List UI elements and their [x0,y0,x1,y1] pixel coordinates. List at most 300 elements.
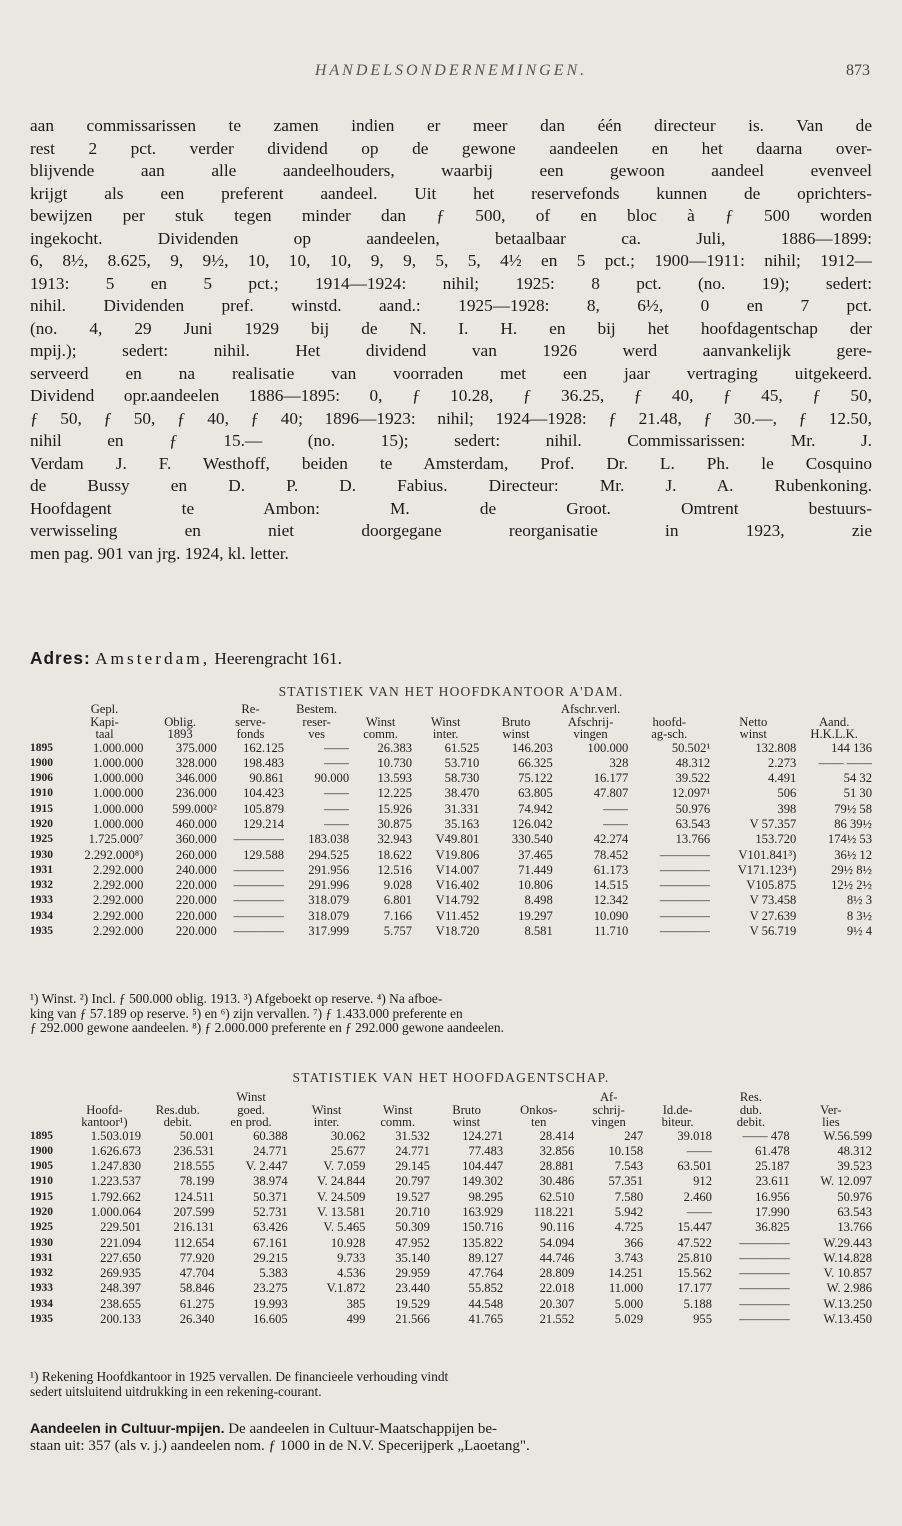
table-cell: V. 24.509 [317,1189,366,1204]
table-cell: ———— [233,832,285,847]
table-cell: 31.331 [444,801,480,816]
table-cell: 126.042 [511,816,553,831]
body-line: bewijzen per stuk tegen minder dan ƒ 500, of en bloc à ƒ 500 worden [30,206,872,225]
table-cell: 53.710 [444,755,480,770]
column-header: en prod. [230,1115,272,1129]
table-cell: 63.543 [675,816,711,831]
table2-notes [30,1370,872,1399]
table-cell: 4.725 [614,1220,644,1235]
column-header: comm. [380,1115,415,1129]
table-cell: —— [323,801,350,816]
table-cell: —— 478 [742,1128,790,1143]
year-cell: 1930 [30,1236,53,1249]
table-cell: V171.123⁴) [737,862,797,877]
table-cell: V14.007 [435,862,480,877]
table-cell: 318.079 [308,893,350,908]
year-cell: 1931 [30,1251,53,1264]
table-cell: —— [686,1204,712,1219]
table-cell: 294.525 [308,847,350,862]
table-cell: 366 [624,1235,644,1250]
table-cell: 62.510 [539,1189,575,1204]
table-cell: 144 136 [831,740,872,755]
table-cell: 9½ 4 [846,924,872,939]
column-header: Res.dub. [155,1102,200,1117]
table-cell: 57.351 [608,1174,644,1189]
table-cell: 1.223.537 [90,1174,142,1189]
table-cell: ———— [739,1250,790,1265]
table-cell: 21.566 [395,1312,430,1327]
column-header: Bestem. [296,702,338,716]
table-cell: 2.292.000⁸) [84,847,144,862]
table-cell: 220.000 [175,878,217,893]
table-header-row [30,703,872,716]
table-cell: 221.094 [100,1235,142,1250]
table-cell: V. 7.059 [323,1159,366,1174]
table-cell: 77.483 [468,1143,504,1158]
column-header [30,728,66,741]
table-cell: 90.116 [540,1220,575,1235]
table-cell: 31.532 [395,1128,430,1143]
table-cell: 63.543 [837,1204,872,1219]
table-cell: 1.000.000 [93,816,144,831]
table-row [30,1297,872,1312]
table-cell: 183.038 [308,832,350,847]
running-head: HANDELSONDERNEMINGEN. [314,62,588,79]
table-cell: 8.581 [524,924,553,939]
table-cell: 16.177 [593,771,629,786]
table-cell: 90.861 [249,771,285,786]
column-header [643,1091,712,1104]
table-cell: V 56.719 [749,924,797,939]
year-cell: 1932 [30,1267,53,1280]
table-cell: 1.000.064 [90,1204,142,1219]
table-cell: 25.677 [330,1143,366,1158]
table-cell: 260.000 [175,847,217,862]
table-cell: 30.062 [330,1128,366,1143]
table-cell: 35.163 [444,816,480,831]
table-cell: W. 2.986 [826,1281,872,1296]
table-cell: 5.029 [614,1312,644,1327]
table-cell: 330.540 [511,832,553,847]
column-header: debit. [163,1115,192,1129]
table-cell: 16.956 [755,1189,790,1204]
table-cell: W.13.250 [823,1296,872,1311]
page-number: 873 [846,62,870,79]
table-cell: 78.199 [179,1174,215,1189]
column-header [430,1091,503,1104]
table-cell: 11.710 [594,924,629,939]
table-cell: 28.414 [539,1128,575,1143]
column-header: Winst [365,714,396,729]
address [30,648,872,669]
column-header [710,703,796,716]
table-cell: W.14.828 [823,1250,872,1265]
table-cell: 98.295 [468,1189,504,1204]
table-cell: 499 [346,1312,366,1327]
year-cell: 1933 [30,1282,53,1295]
table-cell: 1.000.000 [93,801,144,816]
table-cell: 269.935 [100,1266,142,1281]
table-cell: 112.654 [173,1235,215,1250]
table-cell: 32.943 [377,832,413,847]
year-cell: 1900 [30,756,53,769]
table-cell: 61.173 [593,862,629,877]
table-cell: 30.486 [539,1174,575,1189]
table-cell: 135.822 [462,1235,504,1250]
table-cell: V19.806 [435,847,480,862]
table-cell: 317.999 [308,924,350,939]
table-cell: 16.605 [253,1312,288,1327]
column-header: goed. [237,1102,265,1117]
table-cell: 15.926 [377,801,413,816]
table-header-row [30,728,872,741]
table-cell: 14.251 [608,1266,644,1281]
table-cell: 220.000 [175,893,217,908]
table-cell: 1.000.000 [93,771,144,786]
table-cell: 5.000 [614,1296,644,1311]
table-cell: 238.655 [100,1296,142,1311]
column-header: Afschrij- [567,714,614,729]
year-cell: 1930 [30,848,53,861]
table-cell: 1.792.662 [90,1189,142,1204]
table-cell: 10.806 [518,878,553,893]
column-header: winst [452,1115,481,1129]
table-cell: 955 [693,1312,712,1327]
table-cell: 328.000 [175,755,217,770]
column-header: Af- [599,1090,618,1104]
body-line: Dividend opr.aandeelen 1886—1895: 0, ƒ 10.28, ƒ 36.25, ƒ 40, ƒ 45, ƒ 50, [30,386,872,405]
table-row [30,1159,872,1174]
column-header: Kapi- [90,714,119,729]
table-cell: 318.079 [308,908,350,923]
table-cell: 23.611 [755,1174,790,1189]
column-header: Aand. [818,714,850,729]
column-header: 1893 [167,727,193,741]
table-cell: 41.765 [468,1312,504,1327]
table-cell: V 73.458 [749,893,797,908]
body-line: krijgt als een preferent aandeel. Uit het reservefonds kunnen de oprichters- [30,183,872,203]
table-row [30,863,872,878]
table-cell: 39.018 [677,1128,712,1143]
table-cell: 22.018 [539,1281,575,1296]
table-cell: 19.527 [395,1189,430,1204]
table-cell: ———— [659,908,711,923]
column-header [143,703,216,716]
table-cell: 1.503.019 [90,1128,142,1143]
table-cell: 1.000.000 [93,740,144,755]
body-line: ƒ 50, ƒ 50, ƒ 40, ƒ 40; 1896—1923: nihil; 1924—1928: ƒ 21.48, ƒ 30.—, ƒ 12.50, [30,408,872,428]
body-text [30,115,872,565]
table-row [30,1251,872,1266]
column-header [365,1091,429,1104]
column-header: taal [95,727,114,741]
table-row [30,893,872,908]
table-cell: 39.523 [837,1159,872,1174]
table-cell: 39.522 [675,771,711,786]
table-cell: 25.810 [677,1250,712,1265]
table-cell: 55.852 [468,1281,504,1296]
column-header [30,1091,68,1104]
table-cell: 229.501 [100,1220,142,1235]
table-cell: 58.846 [179,1281,215,1296]
body-line: (no. 4, 29 Juni 1929 bij de N. I. H. en bij het hoofdagentschap der [30,318,872,338]
table-cell: —— [603,801,629,816]
table-cell: 200.133 [100,1312,142,1327]
table-cell: V. 13.581 [317,1204,366,1219]
table-cell: 32.856 [539,1143,575,1158]
column-header [30,1116,68,1129]
table-cell: V. 2.447 [245,1159,288,1174]
table-cell: 15.447 [677,1220,712,1235]
table-cell: 3.743 [614,1250,644,1265]
table-cell: —— [686,1143,712,1158]
table-cell: 24.771 [253,1143,288,1158]
table-cell: V.1.872 [326,1281,366,1296]
table-cell: 10.928 [330,1235,366,1250]
table-cell: 1.247.830 [90,1159,142,1174]
table-cell: 29.215 [253,1250,288,1265]
column-header: winst [739,727,767,741]
year-cell: 1935 [30,925,53,938]
table-cell: 78.452 [593,847,629,862]
table-cell: V 57.357 [749,816,797,831]
table-cell: ———— [739,1266,790,1281]
year-cell: 1915 [30,802,53,815]
table-cell: 21.552 [539,1312,575,1327]
table-cell: ———— [659,878,711,893]
column-header: Bruto [501,714,531,729]
column-header: Winst [311,1102,342,1117]
column-header: debit. [736,1115,766,1129]
table-cell: 460.000 [175,816,217,831]
year-cell: 1925 [30,1221,53,1234]
column-header [288,1091,366,1104]
table-cell: 47.522 [677,1235,712,1250]
table-cell: 36.825 [755,1220,790,1235]
table-row [30,1190,872,1205]
table-cell: 50.502¹ [671,740,711,755]
column-header: ag-sch. [651,727,688,741]
body-line: mpij.); sedert: nihil. Het dividend van 1926 werd aanvankelijk gere- [30,341,872,360]
table-cell: 4.491 [767,771,797,786]
table-cell: 28.881 [539,1159,575,1174]
table1-note: king van ƒ 57.189 op reserve. ⁵) en ⁶) zijn vervallen. ⁷) ƒ 1.433.000 preferente en [30,1006,463,1021]
table-row [30,1144,872,1159]
column-header [790,1091,872,1104]
table-cell: 48.312 [837,1143,872,1158]
table-cell: 227.650 [100,1250,142,1265]
table-row [30,1266,872,1281]
table-cell: —— —— [818,755,872,770]
table-cell: 248.397 [100,1281,142,1296]
table-cell: 146.203 [511,740,553,755]
column-header: ten [531,1115,547,1129]
table-row [30,878,872,893]
table-cell: 23.440 [395,1281,430,1296]
table-cell: 13.593 [377,771,413,786]
year-cell: 1915 [30,1190,53,1203]
column-header: hoofd- [652,714,687,729]
table-cell: 8 3½ [846,908,872,923]
table-cell: ———— [739,1235,790,1250]
table-cell: 44.548 [468,1296,504,1311]
table-cell: 15.562 [677,1266,712,1281]
body-line: 1913: 5 en 5 pct.; 1914—1924: nihil; 1925: 8 pct. (no. 19); sedert: [30,273,872,293]
table-row [30,771,872,786]
table-cell: 24.771 [395,1143,430,1158]
column-header: Winst [236,1090,266,1104]
table-cell: 52.731 [253,1204,288,1219]
table-cell: 63.426 [253,1220,288,1235]
body-line: rest 2 pct. verder dividend op de gewone aandeelen en het daarna over- [30,138,872,158]
table-cell: 51 30 [843,786,872,801]
year-cell: 1920 [30,1205,53,1218]
table-cell: 77.920 [179,1250,215,1265]
table-cell: ———— [659,893,711,908]
column-header: Afschr.verl. [560,702,621,716]
table-cell: 79½ 58 [834,801,872,816]
table-row [30,1174,872,1189]
year-cell: 1895 [30,741,53,754]
column-header: fonds [236,727,265,741]
table-cell: 5.383 [259,1266,288,1281]
table-cell: 20.710 [395,1204,430,1219]
table-header-row [30,1091,872,1104]
table-cell: 19.297 [518,908,553,923]
column-header: Res. [739,1090,762,1104]
column-header: dub. [739,1102,762,1117]
table-cell: 12½ 2½ [831,878,872,893]
column-header: Winst [430,714,461,729]
column-header: Gepl. [90,702,119,716]
table-cell: 44.746 [539,1250,575,1265]
column-header: inter. [313,1115,340,1129]
address-street: Heerengracht 161. [214,649,342,668]
table-row [30,786,872,801]
table-cell: ———— [739,1312,790,1327]
table-row [30,1205,872,1220]
column-header: Ver- [820,1102,842,1117]
address-label: Adres: [30,648,91,668]
table-row [30,1220,872,1235]
table-cell: 60.388 [253,1128,288,1143]
table-cell: 48.312 [675,755,711,770]
table-cell: 17.177 [677,1281,712,1296]
table-cell: V49.801 [435,832,480,847]
table-cell: 12.342 [593,893,629,908]
table-row [30,924,872,939]
column-header: kantoor¹) [81,1115,128,1129]
column-header [796,703,872,716]
table-cell: ———— [739,1296,790,1311]
table-cell: 346.000 [175,771,217,786]
year-cell: 1925 [30,833,53,846]
year-cell: 1931 [30,863,53,876]
table-cell: 58.730 [444,771,480,786]
table-cell: 2.292.000 [93,908,144,923]
table-cell: 11.000 [608,1281,644,1296]
table-cell: 74.942 [518,801,553,816]
year-cell: 1933 [30,894,53,907]
column-header: serve- [235,714,266,729]
table-cell: 599.000² [172,801,217,816]
table-cell: V16.402 [435,878,480,893]
table-cell: 35.140 [395,1250,430,1265]
table-cell: 54 32 [843,771,872,786]
table-cell: 207.599 [173,1204,215,1219]
table-cell: 90.000 [314,771,350,786]
column-header: inter. [432,727,459,741]
table-cell: 2.292.000 [93,862,144,877]
table-cell: 7.543 [614,1159,644,1174]
table-cell: 29.145 [395,1159,430,1174]
head-office-statistics-table [30,703,872,939]
table-cell: W.56.599 [823,1128,872,1143]
column-header: vingen [591,1115,626,1129]
table-cell: 47.807 [593,786,629,801]
table-cell: 100.000 [587,740,629,755]
table-cell: ———— [659,847,711,862]
table-cell: 50.976 [837,1189,872,1204]
table-cell: 54.094 [539,1235,575,1250]
table-cell: 17.990 [755,1204,790,1219]
cultuur-text: De aandeelen in Cultuur-Maatschappijen be- [228,1421,497,1437]
column-header [68,1091,141,1104]
table-cell: 89.127 [468,1250,504,1265]
table-cell: ———— [659,924,711,939]
table-cell: V101.841³) [738,847,797,862]
table-cell: 67.161 [253,1235,288,1250]
body-line: serveerd en na realisatie van voorraden met een jaar vertraging uitgekeerd. [30,363,872,383]
table-cell: 129.214 [243,816,285,831]
table-cell: ———— [233,878,285,893]
page-header [30,62,872,84]
table-cell: 149.302 [462,1174,504,1189]
table-cell: 247 [624,1128,644,1143]
table-cell: 216.131 [173,1220,215,1235]
table-cell: 50.976 [675,801,711,816]
column-header: comm. [363,727,398,741]
table-cell: 236.000 [175,786,217,801]
table-cell: 375.000 [175,740,217,755]
table-cell: 2.292.000 [93,878,144,893]
body-line: Verdam J. F. Westhoff, beiden te Amsterdam, Prof. Dr. L. Ph. le Cosquino [30,453,872,473]
table-cell: 38.470 [444,786,480,801]
column-header: Netto [739,714,768,729]
table-cell: 75.122 [518,771,553,786]
table-cell: V14.792 [435,893,480,908]
table-cell: 8.498 [524,893,553,908]
table-cell: 26.383 [377,740,413,755]
table2-title: STATISTIEK VAN HET HOOFDAGENTSCHAP. [292,1070,610,1085]
column-header [479,703,552,716]
column-header: schrij- [592,1102,625,1117]
table-cell: 50.001 [179,1128,215,1143]
table-cell: 198.483 [243,755,285,770]
table-cell: V105.875 [746,878,797,893]
table-cell: W.29.443 [823,1235,872,1250]
table-cell: 10.730 [377,755,413,770]
table1-notes [30,992,872,1036]
table-cell: 29.959 [395,1266,430,1281]
table-cell: 1.626.673 [90,1143,142,1158]
table-cell: 47.952 [395,1235,430,1250]
table-cell: V11.452 [436,908,480,923]
table-header-row [30,1116,872,1129]
table-cell: 61.525 [444,740,480,755]
table-cell: 42.274 [593,832,629,847]
table-cell: V. 5.465 [323,1220,366,1235]
